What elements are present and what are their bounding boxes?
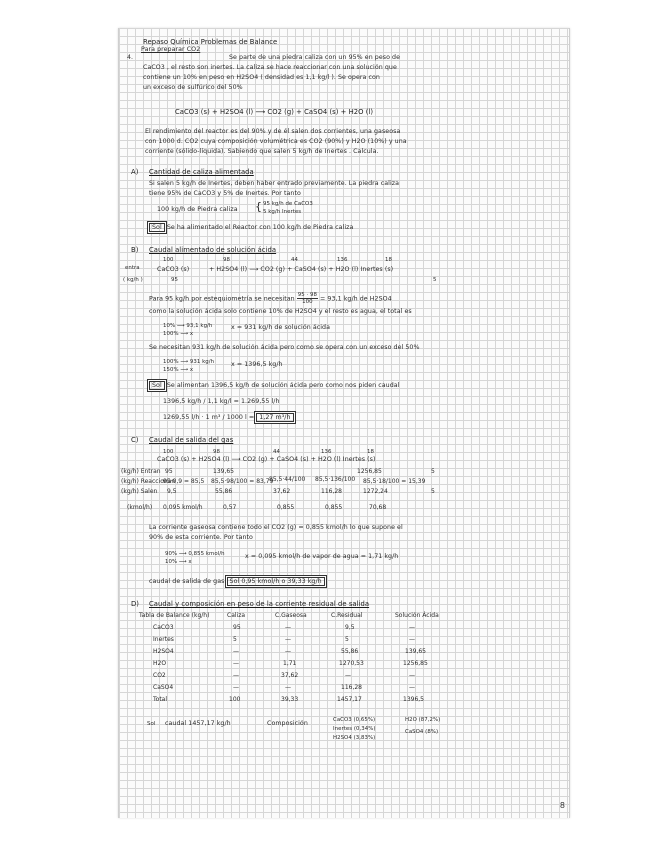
fraction-numerator: 95 · 98 xyxy=(297,292,317,298)
proportion: 100% ⟶ x xyxy=(163,331,194,337)
table-cell: 95 xyxy=(165,468,173,475)
mw-value: 18 xyxy=(385,257,392,263)
table-cell: — xyxy=(285,636,291,643)
table-cell: — xyxy=(285,648,291,655)
proportion-result: x = 0,095 kmol/h de vapor de agua = 1,71 kg/h xyxy=(245,553,399,560)
table-cell: 1270,53 xyxy=(339,660,364,667)
sol-label: Sol xyxy=(229,578,240,585)
section-a-title: Cantidad de caliza alimentada xyxy=(149,168,254,176)
table-cell: 5 xyxy=(431,468,435,475)
problem-line: Se parte de una piedra caliza con un 95% en peso de xyxy=(229,54,401,61)
table-cell: 1,71 xyxy=(283,660,297,667)
calc-line: 1396,5 kg/h / 1,1 kg/l = 1.269,55 l/h xyxy=(163,398,280,405)
mw-value: 18 xyxy=(367,449,374,455)
section-c-label: C) xyxy=(131,436,139,444)
entra-label: entra xyxy=(125,265,140,271)
problem-number: 4. xyxy=(127,54,134,61)
row-label: (kmol/h) xyxy=(127,504,153,511)
proportion: 150% ⟶ x xyxy=(163,367,194,373)
table-cell: — xyxy=(233,648,239,655)
column-header: C.Gaseosa xyxy=(275,612,307,619)
table-title: Tabla de Balance (kg/h) xyxy=(139,612,210,619)
column-header: C.Residual xyxy=(331,612,363,619)
proportion-result: x = 931 kg/h de solución ácida xyxy=(231,324,331,331)
table-cell: — xyxy=(233,672,239,679)
section-d-title: Caudal y composición en peso de la corriente residual de salida xyxy=(149,600,370,608)
mw-value: 100 xyxy=(163,257,174,263)
row-label: (kg/h) Salen xyxy=(121,488,158,495)
statement-line: con 1000 d. CO2 cuya composición volumétrica es CO2 (90%) y H2O (10%) y una xyxy=(145,138,407,145)
section-a-solution xyxy=(149,224,353,232)
sol-text: 0,95 kmol/h o 39,33 kg/h xyxy=(241,578,322,585)
entra-value: 95 xyxy=(171,277,178,283)
row-label: (kg/h) Reaccionan xyxy=(121,478,176,485)
main-reaction: CaCO3 (s) + H2SO4 (l) ⟶ CO2 (g) + CaSO4 (s) + H2O (l) xyxy=(175,108,374,116)
section-a-line: tiene 95% de CaCO3 y 5% de Inertes. Por tanto xyxy=(149,190,301,197)
table-cell: 0,095 kmol/h xyxy=(163,504,203,511)
table-cell: 5 xyxy=(345,636,349,643)
mw-value: 100 xyxy=(163,449,174,455)
column-header: Solución Ácida xyxy=(395,612,439,619)
problem-note: Para preparar CO2 xyxy=(141,46,201,53)
mw-value: 98 xyxy=(223,257,230,263)
calc-line xyxy=(163,414,294,422)
row-label: H2SO4 xyxy=(153,648,174,655)
table-cell: 1396,5 xyxy=(403,696,424,703)
table-cell: 70,68 xyxy=(369,504,387,511)
problem-line: contiene un 10% en peso en H2SO4 ( densidad es 1,1 kg/l ). Se opera con xyxy=(143,74,380,81)
mw-value: 136 xyxy=(337,257,348,263)
section-a-feed: 100 kg/h de Piedra caliza xyxy=(157,206,238,213)
proportion: 10% ⟶ x xyxy=(165,559,192,565)
table-cell: 1272,24 xyxy=(363,488,388,495)
table-cell: — xyxy=(409,672,415,679)
table-cell: 55,86 xyxy=(215,488,233,495)
row-label: Total xyxy=(153,696,168,703)
sol-text: Se ha alimentado el Reactor con 100 kg/h de Piedra caliza xyxy=(166,224,354,231)
table-cell: — xyxy=(345,672,351,679)
text-span: Para 95 kg/h por estequiometría se necesitan xyxy=(149,295,295,303)
statement-line: El rendimiento del reactor es del 90% y de él salen dos corrientes, una gaseosa xyxy=(145,128,401,135)
section-b-title: Caudal alimentado de solución ácida xyxy=(149,246,277,254)
row-label: Inertes xyxy=(153,636,174,643)
table-cell: 139,65 xyxy=(405,648,426,655)
proportion: 90% ⟶ 0,855 kmol/h xyxy=(165,551,225,557)
problem-line: CaCO3 , el resto son inertes. La caliza se hace reaccionar con una solución que xyxy=(143,64,397,71)
brace-symbol: { xyxy=(255,200,263,213)
table-cell: 85,5·44/100 xyxy=(269,476,306,483)
table-cell: 116,28 xyxy=(321,488,342,495)
sol-box: Sol xyxy=(149,381,165,390)
proportion: 10% ⟶ 93,1 kg/h xyxy=(163,323,213,329)
composition-item: H2SO4 (3,83%) xyxy=(333,735,376,741)
calc-text: 1269,55 l/h · 1 m³ / 1000 l = xyxy=(163,414,255,421)
section-d-label: D) xyxy=(131,600,139,608)
section-b-label: B) xyxy=(131,246,139,254)
section-a-line: Si salen 5 kg/h de Inertes, deben haber entrado previamente. La piedra caliza xyxy=(149,180,400,187)
table-cell: 5 xyxy=(431,488,435,495)
table-cell: 1256,85 xyxy=(357,468,382,475)
sol-box xyxy=(227,577,325,586)
text-span: = 93,1 kg/h de H2SO4 xyxy=(320,295,392,303)
table-cell: 139,65 xyxy=(213,468,234,475)
row-label: CO2 xyxy=(153,672,166,679)
section-a-brace-item: 95 kg/h de CaCO3 xyxy=(263,201,313,207)
table-cell: — xyxy=(285,624,291,631)
table-cell: 116,28 xyxy=(341,684,362,691)
sol-text: Se alimentan 1396,5 kg/h de solución ácida pero como nos piden caudal xyxy=(166,382,400,389)
table-cell: 1457,17 xyxy=(337,696,362,703)
table-cell: — xyxy=(285,684,291,691)
proportion-result: x = 1396,5 kg/h xyxy=(231,361,283,368)
problem-line: un exceso de sulfúrico del 50% xyxy=(143,84,243,91)
table-cell: 95·0,9 = 85,5 xyxy=(163,478,205,485)
section-c-title: Caudal de salida del gas xyxy=(149,436,234,444)
kmol-label: ( kg/h ) xyxy=(123,277,143,283)
entra-reaction: + H2SO4 (l) ⟶ CO2 (g) + CaSO4 (s) + H2O (l) Inertes (s) xyxy=(209,266,394,273)
table-cell: 5 xyxy=(233,636,237,643)
table-cell: 37,62 xyxy=(281,672,299,679)
section-b-line-3: Se necesitan 931 kg/h de solución ácida pero como se opera con un exceso del 50% xyxy=(149,344,420,351)
table-cell: 1256,85 xyxy=(403,660,428,667)
row-label: H2O xyxy=(153,660,167,667)
section-c-line: 90% de esta corriente. Por tanto xyxy=(149,534,253,541)
mw-value: 44 xyxy=(291,257,298,263)
table-cell: 37,62 xyxy=(273,488,291,495)
table-cell: 95 xyxy=(233,624,241,631)
mw-value: 136 xyxy=(321,449,332,455)
composition-item: CaSO4 (8%) xyxy=(405,729,439,735)
section-b-line-1 xyxy=(149,292,392,305)
sol-box: Sol xyxy=(149,223,165,232)
table-cell: 85,5·18/100 = 15,39 xyxy=(363,478,426,485)
composition-label: Composición xyxy=(267,720,308,727)
table-cell: 85,5·98/100 = 83,79 xyxy=(211,478,274,485)
table-cell: 85,5·136/100 xyxy=(315,476,356,483)
caudal-text: caudal de salida de gas xyxy=(149,578,225,585)
section-b-line-2: como la solución ácida solo contiene 10% de H2SO4 y el resto es agua, el total es xyxy=(149,308,412,315)
entra-reactant: CaCO3 (s) xyxy=(157,266,190,273)
row-label: (kg/h) Entran xyxy=(121,468,161,475)
section-d-sol-label: Sol xyxy=(147,721,156,727)
composition-item: CaCO3 (0,65%) xyxy=(333,717,376,723)
table-cell: 0,57 xyxy=(223,504,237,511)
table-cell: — xyxy=(409,624,415,631)
table-cell: 9,5 xyxy=(167,488,177,495)
section-b-solution xyxy=(149,382,399,390)
table-cell: 39,33 xyxy=(281,696,299,703)
table-cell: — xyxy=(409,636,415,643)
table-cell: — xyxy=(409,684,415,691)
page-number: 8 xyxy=(559,801,565,810)
section-c-solution xyxy=(149,578,325,586)
page-header: Repaso Química Problemas de Balance xyxy=(143,38,278,46)
table-cell: 0,855 xyxy=(277,504,295,511)
column-header: Caliza xyxy=(227,612,246,619)
table-cell: 9,5 xyxy=(345,624,355,631)
table-cell: — xyxy=(233,660,239,667)
fraction-denominator: 100 xyxy=(302,299,313,305)
mw-value: 44 xyxy=(273,449,280,455)
composition-item: Inertes (0,34%) xyxy=(333,726,376,732)
calc-result-box: 1,27 m³/h xyxy=(256,413,293,422)
fraction xyxy=(297,292,318,305)
table-cell: 0,855 xyxy=(325,504,343,511)
proportion: 100% ⟶ 931 kg/h xyxy=(163,359,215,365)
section-a-label: A) xyxy=(131,168,139,176)
section-c-line: La corriente gaseosa contiene todo el CO2 (g) = 0,855 kmol/h lo que supone el xyxy=(149,524,403,531)
mw-value: 98 xyxy=(213,449,220,455)
row-label: CaCO3 xyxy=(153,624,174,631)
statement-line: corriente (sólido-líquida). Sabiendo que salen 5 kg/h de Inertes . Calcula. xyxy=(145,148,379,155)
section-a-brace-item: 5 kg/h Inertes xyxy=(263,209,302,215)
row-label: CaSO4 xyxy=(153,684,174,691)
notebook-page xyxy=(118,28,570,818)
table-cell: — xyxy=(233,684,239,691)
section-c-reaction: CaCO3 (s) + H2SO4 (l) ⟶ CO2 (g) + CaSO4 (s) + H2O (l) Inertes (s) xyxy=(157,456,376,463)
table-cell: 100 xyxy=(229,696,241,703)
composition-item: H2O (87,2%) xyxy=(405,717,441,723)
table-cell: 55,86 xyxy=(341,648,359,655)
inert-value: 5 xyxy=(433,277,437,283)
section-d-caudal: caudal 1457,17 kg/h xyxy=(165,720,231,727)
